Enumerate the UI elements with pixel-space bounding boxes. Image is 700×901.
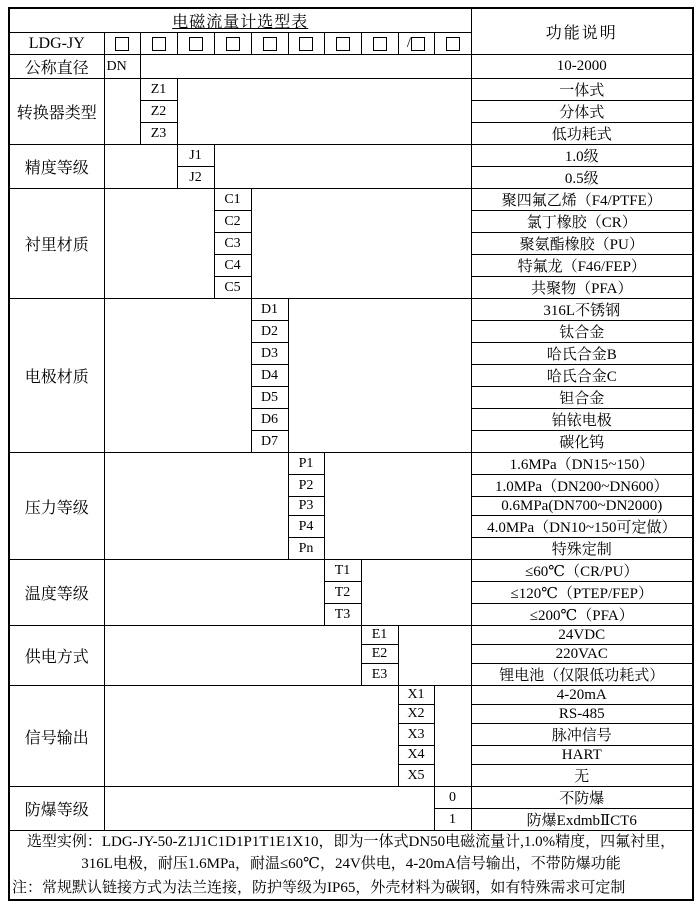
spacer-cell (104, 79, 140, 145)
spacer-cell (104, 560, 324, 626)
code-cell: C2 (214, 211, 251, 233)
checkbox-icon (446, 37, 460, 51)
description-cell: 分体式 (471, 101, 693, 123)
description-cell: 1.0MPa（DN200~DN600） (471, 475, 693, 497)
code-cell: DN (104, 55, 140, 79)
code-cell: Z2 (140, 101, 177, 123)
spacer-cell (434, 686, 471, 787)
code-cell: P1 (288, 453, 324, 475)
model-code-box-cell (398, 33, 434, 55)
box-prefix: / (406, 35, 412, 51)
checkbox-icon (189, 37, 203, 51)
checkbox-icon (226, 37, 240, 51)
description-cell: 聚四氟乙烯（F4/PTFE） (471, 189, 693, 211)
description-cell: 脉冲信号 (471, 724, 693, 746)
description-cell: 316L不锈钢 (471, 299, 693, 321)
model-code-box-cell (251, 33, 288, 55)
description-cell: 1.0级 (471, 145, 693, 167)
description-cell: 4.0MPa（DN10~150可定做） (471, 516, 693, 538)
description-cell: ≤120℃（PTEP/FEP） (471, 582, 693, 604)
spacer-cell (398, 626, 471, 686)
model-code-box-cell (214, 33, 251, 55)
description-cell: 低功耗式 (471, 123, 693, 145)
description-cell: 铂铱电极 (471, 409, 693, 431)
code-cell: 1 (434, 809, 471, 831)
code-cell: X3 (398, 724, 434, 746)
spacer-cell (104, 189, 214, 299)
code-cell: D4 (251, 365, 288, 387)
description-cell: 碳化钨 (471, 431, 693, 453)
description-cell: 特殊定制 (471, 538, 693, 560)
description-cell: HART (471, 746, 693, 765)
description-cell: 24VDC (471, 626, 693, 645)
description-cell: 聚氨酯橡胶（PU） (471, 233, 693, 255)
spacer-cell (177, 79, 471, 145)
code-cell: X4 (398, 746, 434, 765)
spacer-cell (104, 145, 177, 189)
category-label-explosion-proof-grade: 防爆等级 (9, 787, 104, 831)
model-code-box-cell (177, 33, 214, 55)
code-cell: 0 (434, 787, 471, 809)
checkbox-icon (299, 37, 313, 51)
code-cell: D5 (251, 387, 288, 409)
code-cell: T2 (324, 582, 361, 604)
description-cell: 钽合金 (471, 387, 693, 409)
model-code-box-cell (361, 33, 398, 55)
spacer-cell (324, 453, 471, 560)
code-cell: T1 (324, 560, 361, 582)
description-cell: 特氟龙（F46/FEP） (471, 255, 693, 277)
spacer-cell (104, 626, 361, 686)
description-cell: 一体式 (471, 79, 693, 101)
category-label-pressure-grade: 压力等级 (9, 453, 104, 560)
description-cell: 钛合金 (471, 321, 693, 343)
default-note-text: 注：常规默认链接方式为法兰连接，防护等级为IP65，外壳材料为碳钢，如有特殊需求可定制 (12, 880, 626, 896)
spacer-cell (104, 299, 251, 453)
table-title: 电磁流量计选型表 (9, 8, 471, 33)
spacer-cell (140, 55, 471, 79)
spacer-cell (104, 787, 434, 831)
description-cell: 0.5级 (471, 167, 693, 189)
checkbox-icon (336, 37, 350, 51)
category-label-electrode-material: 电极材质 (9, 299, 104, 453)
category-label-nominal-diameter: 公称直径 (9, 55, 104, 79)
code-cell: C4 (214, 255, 251, 277)
code-cell: J2 (177, 167, 214, 189)
description-cell: ≤200℃（PFA） (471, 604, 693, 626)
spacer-cell (288, 299, 471, 453)
description-cell: ≤60℃（CR/PU） (471, 560, 693, 582)
code-cell: P2 (288, 475, 324, 497)
code-cell: P3 (288, 497, 324, 516)
model-code-box-cell (104, 33, 140, 55)
checkbox-icon (373, 37, 387, 51)
description-cell: 无 (471, 765, 693, 787)
checkbox-icon (152, 37, 166, 51)
code-cell: Z3 (140, 123, 177, 145)
example-line-1: 选型实例：LDG-JY-50-Z1J1C1D1P1T1E1X10，即为一体式DN50电磁流量计,1.0%精度，四氟衬里， (26, 834, 676, 850)
description-cell: 4-20mA (471, 686, 693, 705)
code-cell: X5 (398, 765, 434, 787)
description-cell: 1.6MPa（DN15~150） (471, 453, 693, 475)
code-cell: Pn (288, 538, 324, 560)
description-cell: 共聚物（PFA） (471, 277, 693, 299)
code-cell: X2 (398, 705, 434, 724)
code-cell: D2 (251, 321, 288, 343)
description-cell: 10-2000 (471, 55, 693, 79)
description-cell: 不防爆 (471, 787, 693, 809)
checkbox-icon (263, 37, 277, 51)
spacer-cell (361, 560, 471, 626)
notes-area (9, 831, 693, 901)
description-cell: 哈氏合金C (471, 365, 693, 387)
category-label-converter-type: 转换器类型 (9, 79, 104, 145)
code-cell: Z1 (140, 79, 177, 101)
code-cell: C5 (214, 277, 251, 299)
spacer-cell (104, 453, 288, 560)
spacer-cell (251, 189, 471, 299)
checkbox-icon (411, 37, 425, 51)
example-line-2: 316L电极，耐压1.6MPa，耐温≤60℃，24V供电，4-20mA信号输出，不带防爆功能 (81, 856, 621, 872)
category-label-lining-material: 衬里材质 (9, 189, 104, 299)
description-cell: 220VAC (471, 645, 693, 664)
code-cell: C3 (214, 233, 251, 255)
code-cell: D7 (251, 431, 288, 453)
code-cell: X1 (398, 686, 434, 705)
code-cell: E2 (361, 645, 398, 664)
model-code-label: LDG-JY (9, 33, 104, 55)
model-code-box-cell (324, 33, 361, 55)
category-label-temperature-grade: 温度等级 (9, 560, 104, 626)
description-cell: 防爆ExdmbⅡCT6 (471, 809, 693, 831)
code-cell: J1 (177, 145, 214, 167)
code-cell: C1 (214, 189, 251, 211)
model-code-box-cell (434, 33, 471, 55)
function-column-header: 功能说明 (471, 8, 693, 55)
spacer-cell (214, 145, 471, 189)
code-cell: D6 (251, 409, 288, 431)
description-cell: 锂电池（仅限低功耗式） (471, 664, 693, 686)
code-cell: T3 (324, 604, 361, 626)
checkbox-icon (115, 37, 129, 51)
description-cell: 氯丁橡胶（CR） (471, 211, 693, 233)
code-cell: E1 (361, 626, 398, 645)
spacer-cell (104, 686, 398, 787)
code-cell: E3 (361, 664, 398, 686)
description-cell: 哈氏合金B (471, 343, 693, 365)
code-cell: P4 (288, 516, 324, 538)
description-cell: 0.6MPa(DN700~DN2000) (471, 497, 693, 516)
selection-example-text (10, 831, 692, 875)
category-label-signal-output: 信号输出 (9, 686, 104, 787)
model-code-box-cell (288, 33, 324, 55)
description-cell: RS-485 (471, 705, 693, 724)
selection-table (8, 7, 694, 901)
category-label-power-supply: 供电方式 (9, 626, 104, 686)
code-cell: D1 (251, 299, 288, 321)
code-cell: D3 (251, 343, 288, 365)
category-label-accuracy-grade: 精度等级 (9, 145, 104, 189)
model-code-box-cell (140, 33, 177, 55)
